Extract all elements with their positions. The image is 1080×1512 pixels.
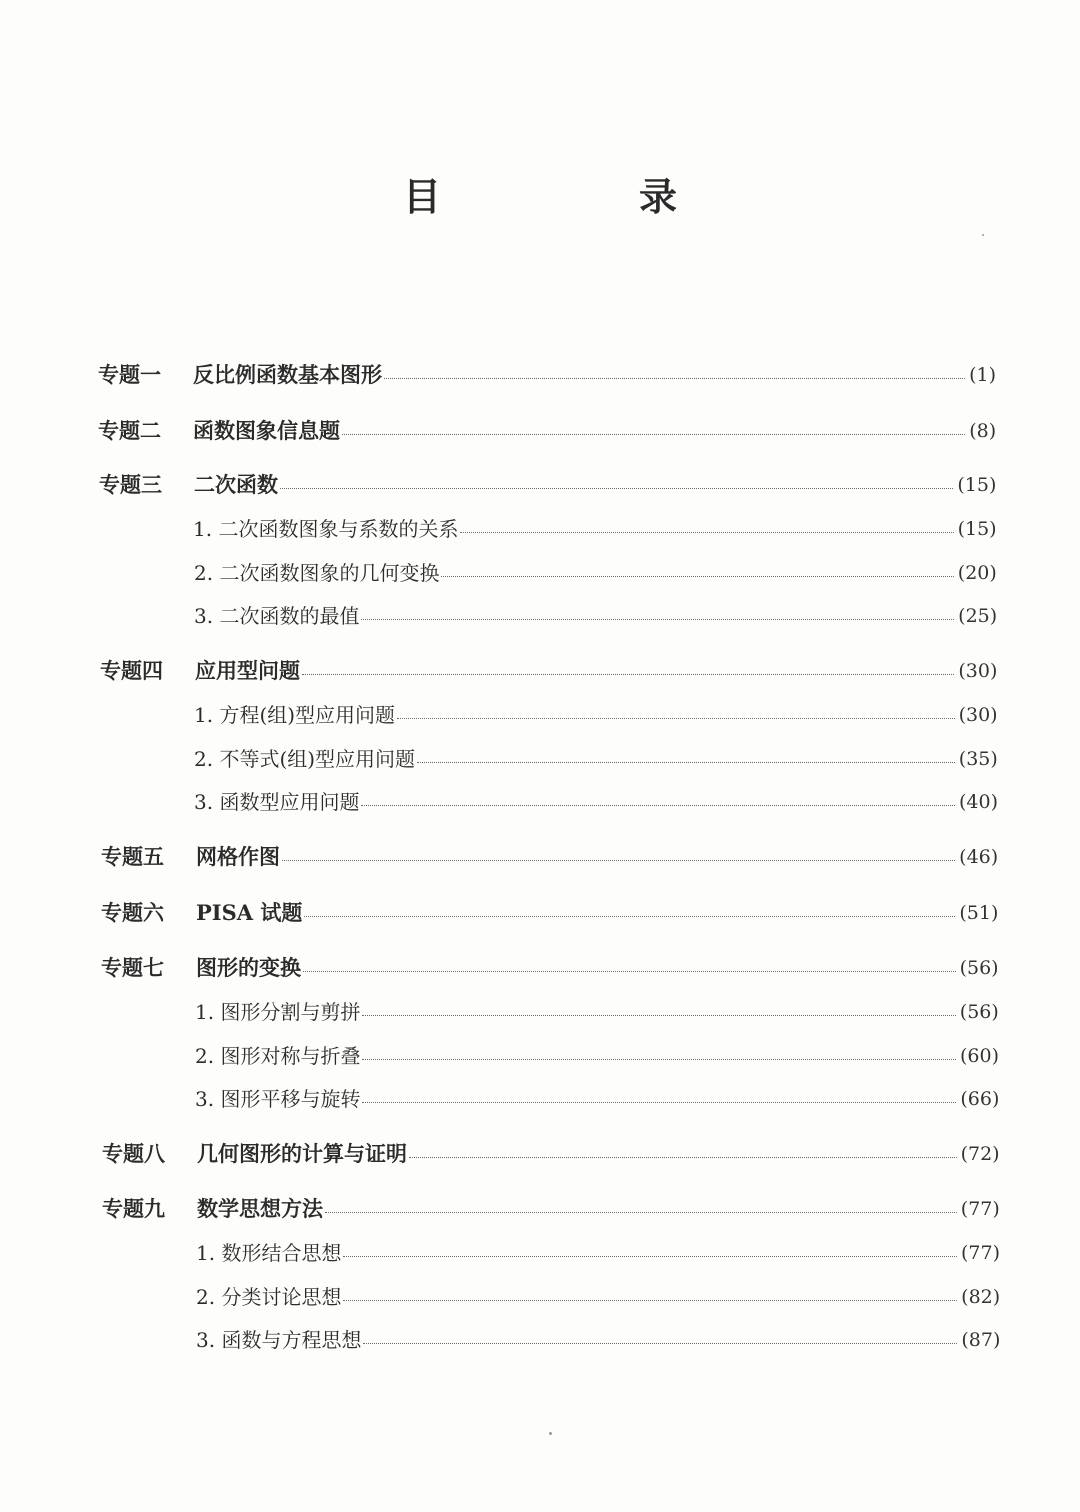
toc-section-entry[interactable]: [194, 744, 998, 774]
toc-entry-label: 应用型问题: [195, 658, 300, 683]
toc-chapter-number: 专题七: [101, 955, 164, 980]
toc-page-number: (40): [958, 791, 998, 813]
toc-entry-label: 1. 二次函数图象与系数的关系: [193, 517, 459, 541]
dot-leader: [343, 1256, 957, 1257]
page-title: 目 录: [402, 175, 757, 219]
toc-chapter-entry[interactable]: [98, 360, 996, 390]
toc-chapter-entry[interactable]: [101, 842, 998, 872]
dot-leader: [325, 1212, 957, 1213]
dot-leader: [397, 718, 955, 719]
toc-page-number: (30): [958, 704, 998, 726]
dot-leader: [384, 378, 965, 379]
toc-chapter-number: 专题二: [98, 418, 161, 443]
toc-entry-label: 几何图形的计算与证明: [197, 1141, 407, 1166]
toc-section-entry[interactable]: [195, 997, 999, 1027]
toc-page-number: (77): [960, 1242, 1000, 1264]
toc-chapter-entry[interactable]: [101, 898, 998, 928]
toc-page-number: (46): [959, 846, 999, 868]
toc-chapter-entry[interactable]: [102, 1139, 1000, 1169]
dot-leader: [362, 1102, 956, 1103]
toc-page-number: (60): [959, 1045, 999, 1067]
toc-section-entry[interactable]: [193, 514, 997, 544]
toc-entry-label: 反比例函数基本图形: [193, 362, 382, 387]
toc-chapter-entry[interactable]: [101, 953, 999, 983]
toc-entry-label: 1. 方程(组)型应用问题: [194, 703, 396, 727]
dot-leader: [409, 1157, 957, 1158]
toc-chapter-number: 专题五: [101, 844, 164, 869]
toc-page-number: (30): [958, 660, 998, 682]
toc-entry-label: 1. 数形结合思想: [196, 1241, 342, 1265]
toc-entry-label: 3. 二次函数的最值: [194, 604, 360, 628]
toc-entry-label: 数学思想方法: [197, 1196, 323, 1221]
toc-section-entry[interactable]: [194, 787, 998, 817]
dot-leader: [343, 1300, 957, 1301]
scan-speck: [982, 234, 984, 236]
toc-page-number: (56): [959, 1001, 999, 1023]
toc-chapter-number: 专题八: [102, 1141, 165, 1166]
toc-entry-label: 3. 函数型应用问题: [194, 790, 360, 814]
dot-leader: [417, 762, 955, 763]
toc-entry-label: 函数图象信息题: [193, 418, 340, 443]
toc-chapter-number: 专题四: [100, 658, 163, 683]
dot-leader: [280, 488, 953, 489]
dot-leader: [362, 1015, 955, 1016]
toc-page-number: (15): [957, 474, 997, 496]
toc-chapter-entry[interactable]: [99, 470, 996, 500]
toc-chapter-number: 专题一: [98, 362, 161, 387]
toc-page-number: (15): [957, 518, 997, 540]
toc-page-number: (51): [959, 902, 999, 924]
dot-leader: [304, 916, 955, 917]
toc-entry-label: 2. 分类讨论思想: [196, 1285, 342, 1309]
toc-chapter-number: 专题六: [101, 900, 164, 925]
toc-section-entry[interactable]: [194, 601, 997, 631]
toc-section-entry[interactable]: [196, 1282, 1000, 1312]
toc-page-number: (1): [969, 364, 996, 386]
dot-leader: [363, 1343, 957, 1344]
toc-page-number: (66): [960, 1088, 1000, 1110]
toc-section-entry[interactable]: [195, 1041, 999, 1071]
dot-leader: [303, 971, 956, 972]
toc-entry-label: 2. 二次函数图象的几何变换: [194, 561, 440, 585]
dot-leader: [282, 860, 955, 861]
dot-leader: [361, 805, 955, 806]
toc-page-number: (20): [957, 562, 997, 584]
scan-speck: [549, 1432, 552, 1435]
toc-chapter-number: 专题九: [102, 1196, 165, 1221]
toc-page-number: (8): [969, 420, 997, 442]
toc-entry-label: 二次函数: [194, 472, 278, 497]
toc-chapter-entry[interactable]: [102, 1194, 1000, 1224]
toc-entry-label: 3. 函数与方程思想: [196, 1328, 362, 1352]
toc-entry-label: 2. 图形对称与折叠: [195, 1044, 361, 1068]
toc-page-number: (35): [958, 748, 998, 770]
toc-entry-label: 1. 图形分割与剪拼: [195, 1000, 361, 1024]
toc-page-number: (25): [958, 605, 998, 627]
toc-page-number: (82): [961, 1286, 1001, 1308]
toc-chapter-entry[interactable]: [100, 656, 997, 686]
toc-entry-label: 网格作图: [196, 844, 280, 869]
toc-chapter-entry[interactable]: [98, 416, 996, 446]
toc-entry-label: PISA 试题: [196, 900, 303, 925]
toc-section-entry[interactable]: [194, 558, 997, 588]
toc-entry-label: 3. 图形平移与旋转: [195, 1087, 361, 1111]
toc-entry-label: 2. 不等式(组)型应用问题: [194, 747, 416, 771]
toc-page-number: (77): [960, 1198, 1000, 1220]
toc-page-number: (56): [959, 957, 999, 979]
toc-page-number: (72): [960, 1143, 1000, 1165]
toc-section-entry[interactable]: [195, 1084, 999, 1114]
toc-entry-label: 图形的变换: [196, 955, 301, 980]
dot-leader: [441, 576, 953, 577]
dot-leader: [302, 674, 954, 675]
toc-section-entry[interactable]: [194, 700, 998, 730]
toc-chapter-number: 专题三: [99, 472, 162, 497]
dot-leader: [460, 532, 953, 533]
dot-leader: [362, 1059, 956, 1060]
toc-section-entry[interactable]: [196, 1238, 1000, 1268]
dot-leader: [342, 434, 965, 435]
toc-section-entry[interactable]: [196, 1325, 1000, 1355]
toc-page-number: (87): [961, 1329, 1001, 1351]
dot-leader: [361, 619, 954, 620]
